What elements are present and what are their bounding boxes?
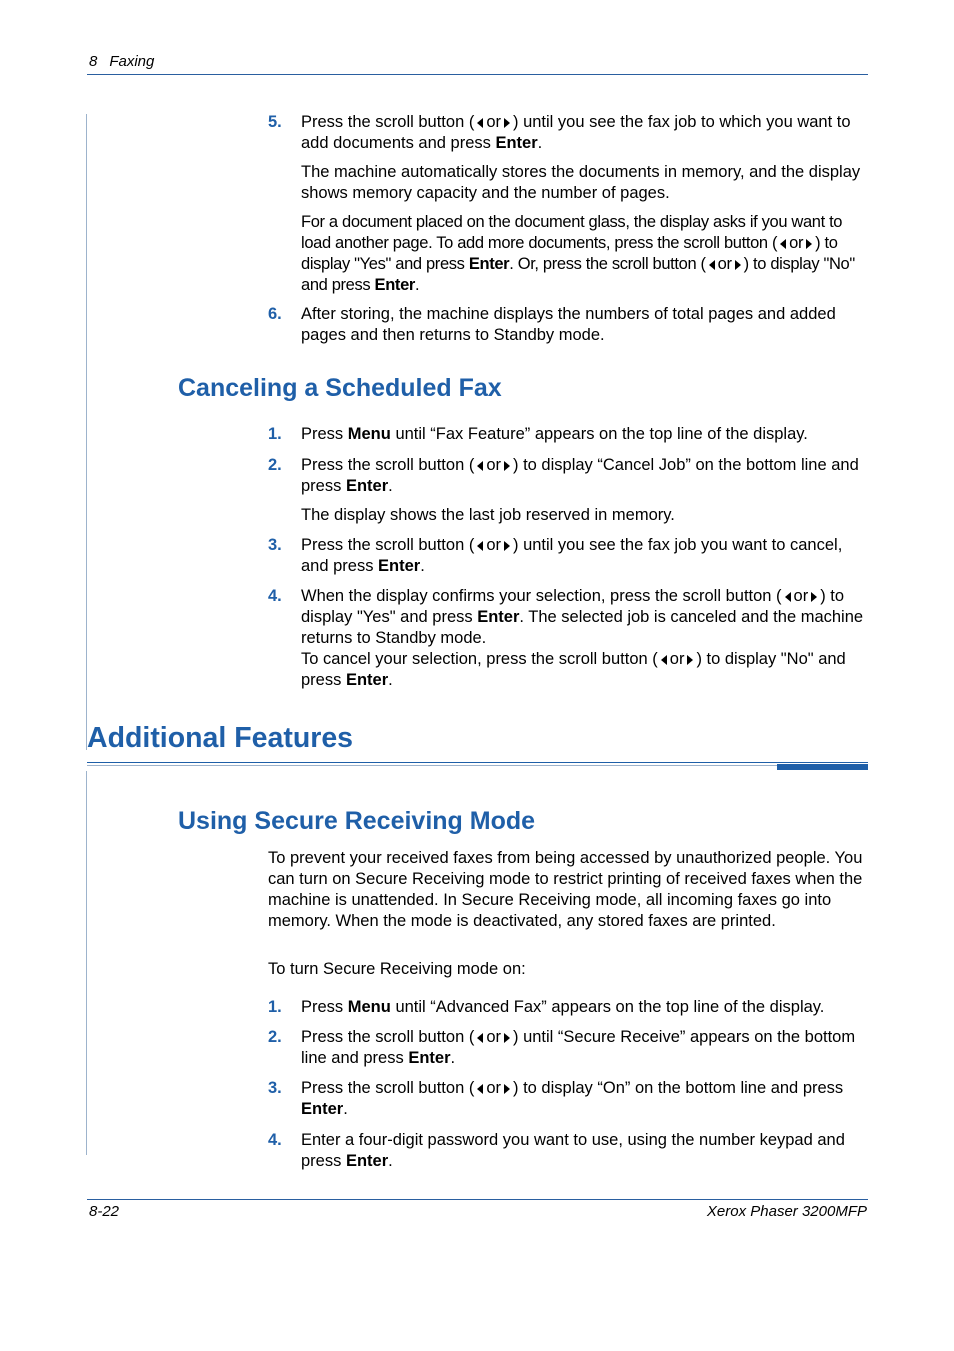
- step-number: 2.: [268, 456, 282, 474]
- right-arrow-icon: [504, 1033, 510, 1043]
- product-name: Xerox Phaser 3200MFP: [706, 1203, 867, 1220]
- left-arrow-icon: [477, 1084, 483, 1094]
- step-number: 3.: [268, 536, 282, 554]
- heading-rule-light: [87, 765, 868, 766]
- step-number: 2.: [268, 1028, 282, 1046]
- left-arrow-icon: [477, 118, 483, 128]
- chapter-title: Faxing: [109, 53, 155, 70]
- secure-step-2: 2. Press the scroll button ( or ) until “Secure Receive” appears on the bottom line and press Enter.: [268, 1028, 856, 1067]
- step-number: 3.: [268, 1079, 282, 1097]
- step-number: 6.: [268, 305, 282, 323]
- margin-line-upper: [86, 114, 87, 750]
- right-arrow-icon: [735, 260, 741, 270]
- cancel-step-2: 2. Press the scroll button ( or ) to display “Cancel Job” on the bottom line and press Enter.: [268, 456, 859, 495]
- step-6: 6. After storing, the machine displays the numbers of total pages and added pages and then returns to Standby mode.: [268, 305, 836, 344]
- heading-rule-tab: [777, 764, 868, 770]
- step-5: 5. Press the scroll button ( or ) until you see the fax job to which you want to add documents and press Enter.: [268, 113, 851, 152]
- secure-intro: To prevent your received faxes from being accessed by unauthorized people. You can turn on Secure Receiving mode to restrict printing of received faxes when the machine is unattended. In Secure Receiving mode, all incoming faxes go into memory. When the mode is deactivated, any stored faxes are printed.: [268, 849, 863, 930]
- footer-rule: [87, 1199, 868, 1200]
- step-number: 4.: [268, 1131, 282, 1149]
- right-arrow-icon: [504, 118, 510, 128]
- left-arrow-icon: [780, 239, 786, 249]
- note-last-job: The display shows the last job reserved in memory.: [301, 506, 675, 524]
- page-number: 8-22: [89, 1203, 120, 1220]
- right-arrow-icon: [504, 1084, 510, 1094]
- note-memory: The machine automatically stores the documents in memory, and the display shows memory capacity and the number of pages.: [301, 163, 861, 202]
- margin-line-lower: [86, 771, 87, 1155]
- cancel-step-3: 3. Press the scroll button ( or ) until you see the fax job you want to cancel, and press Enter.: [268, 536, 843, 575]
- step-number: 1.: [268, 425, 282, 443]
- left-arrow-icon: [785, 592, 791, 602]
- secure-step-1: 1. Press Menu until “Advanced Fax” appears on the top line of the display.: [268, 998, 825, 1016]
- running-header: [89, 53, 154, 70]
- cancel-step-4: 4. When the display confirms your selection, press the scroll button ( or ) to display "Yes" and press Enter. The selected job is canceled and the machine returns to Standby mode. To cancel your selection, press the scroll button ( or ) to display "No" and press Enter.: [268, 587, 864, 689]
- right-arrow-icon: [806, 239, 812, 249]
- left-arrow-icon: [477, 461, 483, 471]
- step-number: 1.: [268, 998, 282, 1016]
- header-rule: [87, 74, 868, 75]
- heading-canceling-scheduled-fax: Canceling a Scheduled Fax: [178, 374, 502, 402]
- left-arrow-icon: [661, 655, 667, 665]
- step-number: 4.: [268, 587, 282, 605]
- secure-lead: To turn Secure Receiving mode on:: [268, 960, 526, 978]
- secure-step-4: 4. Enter a four-digit password you want to use, using the number keypad and press Enter.: [268, 1131, 845, 1170]
- heading-secure-receiving-mode: Using Secure Receiving Mode: [178, 807, 536, 835]
- secure-step-3: 3. Press the scroll button ( or ) to display “On” on the bottom line and press Enter.: [268, 1079, 844, 1118]
- cancel-step-1: 1. Press Menu until “Fax Feature” appears on the top line of the display.: [268, 425, 808, 443]
- heading-rule: [87, 762, 868, 763]
- chapter-number: 8: [89, 53, 98, 70]
- right-arrow-icon: [687, 655, 693, 665]
- step-number: 5.: [268, 113, 282, 131]
- right-arrow-icon: [811, 592, 817, 602]
- right-arrow-icon: [504, 541, 510, 551]
- left-arrow-icon: [709, 260, 715, 270]
- left-arrow-icon: [477, 1033, 483, 1043]
- left-arrow-icon: [477, 541, 483, 551]
- note-document-glass: For a document placed on the document glass, the display asks if you want to load another page. To add more documents, press the scroll button ( or ) to display "Yes" and press Enter. Or, press the scroll button ( or ) to display "No" and press Enter.: [301, 213, 855, 294]
- right-arrow-icon: [504, 461, 510, 471]
- heading-additional-features: Additional Features: [87, 722, 354, 754]
